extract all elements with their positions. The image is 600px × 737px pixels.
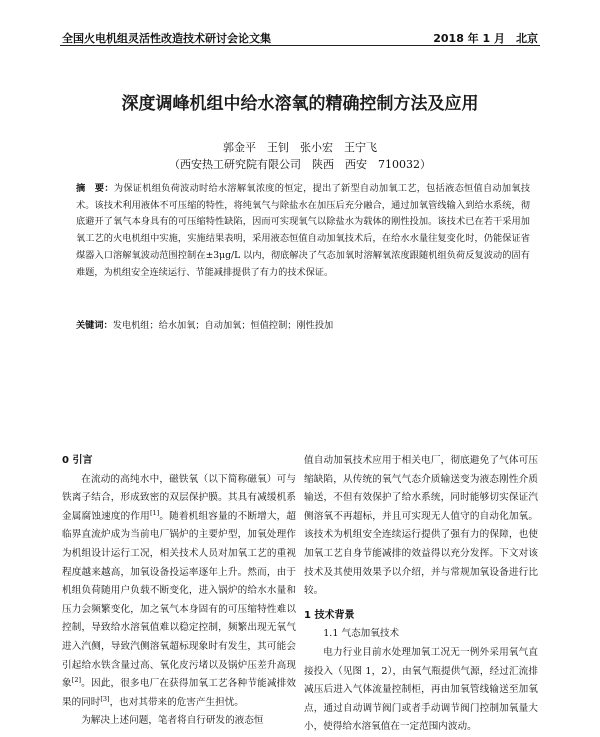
paragraph-text: 。因此，很多电厂在获得加氧工艺各种节能减排效果的同时 bbox=[62, 678, 297, 708]
journal-name: 全国火电机组灵活性改造技术研讨会论文集 bbox=[62, 32, 271, 45]
header-divider bbox=[60, 45, 540, 46]
author-block bbox=[0, 139, 600, 173]
keywords bbox=[76, 318, 530, 334]
abstract-text: 为保证机组负荷波动时给水溶解氧浓度的恒定，提出了新型自动加氧工艺，包括液态恒值自动加氧技术。该技术利用液体不可压缩的特性，将纯氧气与除盐水在加压后充分融合，通过加氧管线输入到给水系统，彻底避开了氧气本身具有的可压缩特性缺陷，因而可实现氧气以除盐水为载体的刚性投加。该技术已在若干采用加氧工艺的火电机组中实施，实施结果表明，采用液态恒值自动加氧技术后，在给水水量往复变化时，仍能保证省煤器入口溶解氧波动范围控制在±3μg/L 以内，彻底解决了气态加氧时溶解氧浓度跟随机组负荷反复波动的固有难题，为机组安全连续运行、节能减排提供了有力的技术保证。 bbox=[76, 183, 531, 278]
paragraph-text: ，也对其带来的危害产生担忧。 bbox=[109, 696, 244, 708]
citation: [2] bbox=[71, 675, 81, 684]
citation: [3] bbox=[100, 694, 110, 703]
keywords-label: 关键词： bbox=[76, 320, 113, 331]
body-paragraph: 值自动加氧技术应用于相关电厂，彻底避免了气体可压缩缺陷，从传统的氧气气态介质输送变为液态刚性介质输送，不但有效保护了给水系统，同时能够切实保证汽侧溶氧不再超标，并且可实现无人值守的自动化加氧。该技术为机组安全连续运行提供了强有力的保障，也使加氧工艺自身节能减排的效益得以充分发挥。下文对该技术及其使用效果予以介绍，并与常规加氧设备进行比较。 bbox=[304, 455, 538, 597]
body-paragraph bbox=[62, 471, 296, 713]
paragraph-text: 在流动的高纯水中，磁铁氧（以下简称磁氧）可与铁离子结合，形成致密的双层保护膜。其具有减缓机系金属腐蚀速度的作用 bbox=[62, 473, 296, 522]
citation: [1] bbox=[149, 508, 160, 517]
author-names: 郭金平 王钊 张小宏 王宁飞 bbox=[223, 141, 377, 154]
body-paragraph: 为解决上述问题，笔者将自行研发的液态恒 bbox=[81, 715, 264, 727]
abstract-label: 摘 要： bbox=[76, 183, 114, 194]
right-column bbox=[304, 452, 538, 737]
body-paragraph: 电力行业目前水处理加氧工况无一例外采用氧气直接投入（见图 1，2），由氧气瓶提供气源，经过汇流排减压后进入气体流量控制柜，再由加氧管线输送至加氧点，通过自动调节阀门或者手动调节阀门控制加氧量大小，使得给水溶氧值在一定范围内波动。 bbox=[304, 646, 538, 733]
paragraph-text: 用户负载不断变化，进入锅炉的给水水量和压力会频繁变化，加之氧气本身固有的可压缩特性难以控制，导致给水溶氧值难以稳定控制，频繁出现无氧气进入汽侧，导致汽侧溶氧超标现象时有发生，其可能会引起给水铁含量过高、氧化皮污堵以及锅炉压差升高现象 bbox=[62, 585, 297, 690]
running-header bbox=[62, 30, 538, 46]
paragraph-text: 。随着机组容量的不断增大，超临界直流炉成为当前电厂锅炉的主要炉型，加氧处理作为机组设计运行工况，相关技术人员对加氧工艺的重视程度越来越高，加氧设备投运率逐年上升。然而，由于机组负荷随 bbox=[62, 510, 297, 597]
issue-date: 2018 年 1 月 北京 bbox=[433, 32, 538, 45]
subsection-heading: 1.1 气态加氧技术 bbox=[323, 628, 400, 640]
author-affiliation: （西安热工研究院有限公司 陕西 西安 710032） bbox=[169, 158, 431, 171]
keywords-text: 发电机组；给水加氧；自动加氧；恒值控制；刚性投加 bbox=[112, 320, 334, 331]
abstract bbox=[76, 181, 530, 281]
left-column bbox=[62, 452, 296, 731]
paper-title: 深度调峰机组中给水溶氧的精确控制方法及应用 bbox=[121, 94, 479, 114]
section-heading-background: 1 技术背景 bbox=[304, 609, 355, 621]
section-heading-intro: 0 引言 bbox=[62, 455, 93, 466]
